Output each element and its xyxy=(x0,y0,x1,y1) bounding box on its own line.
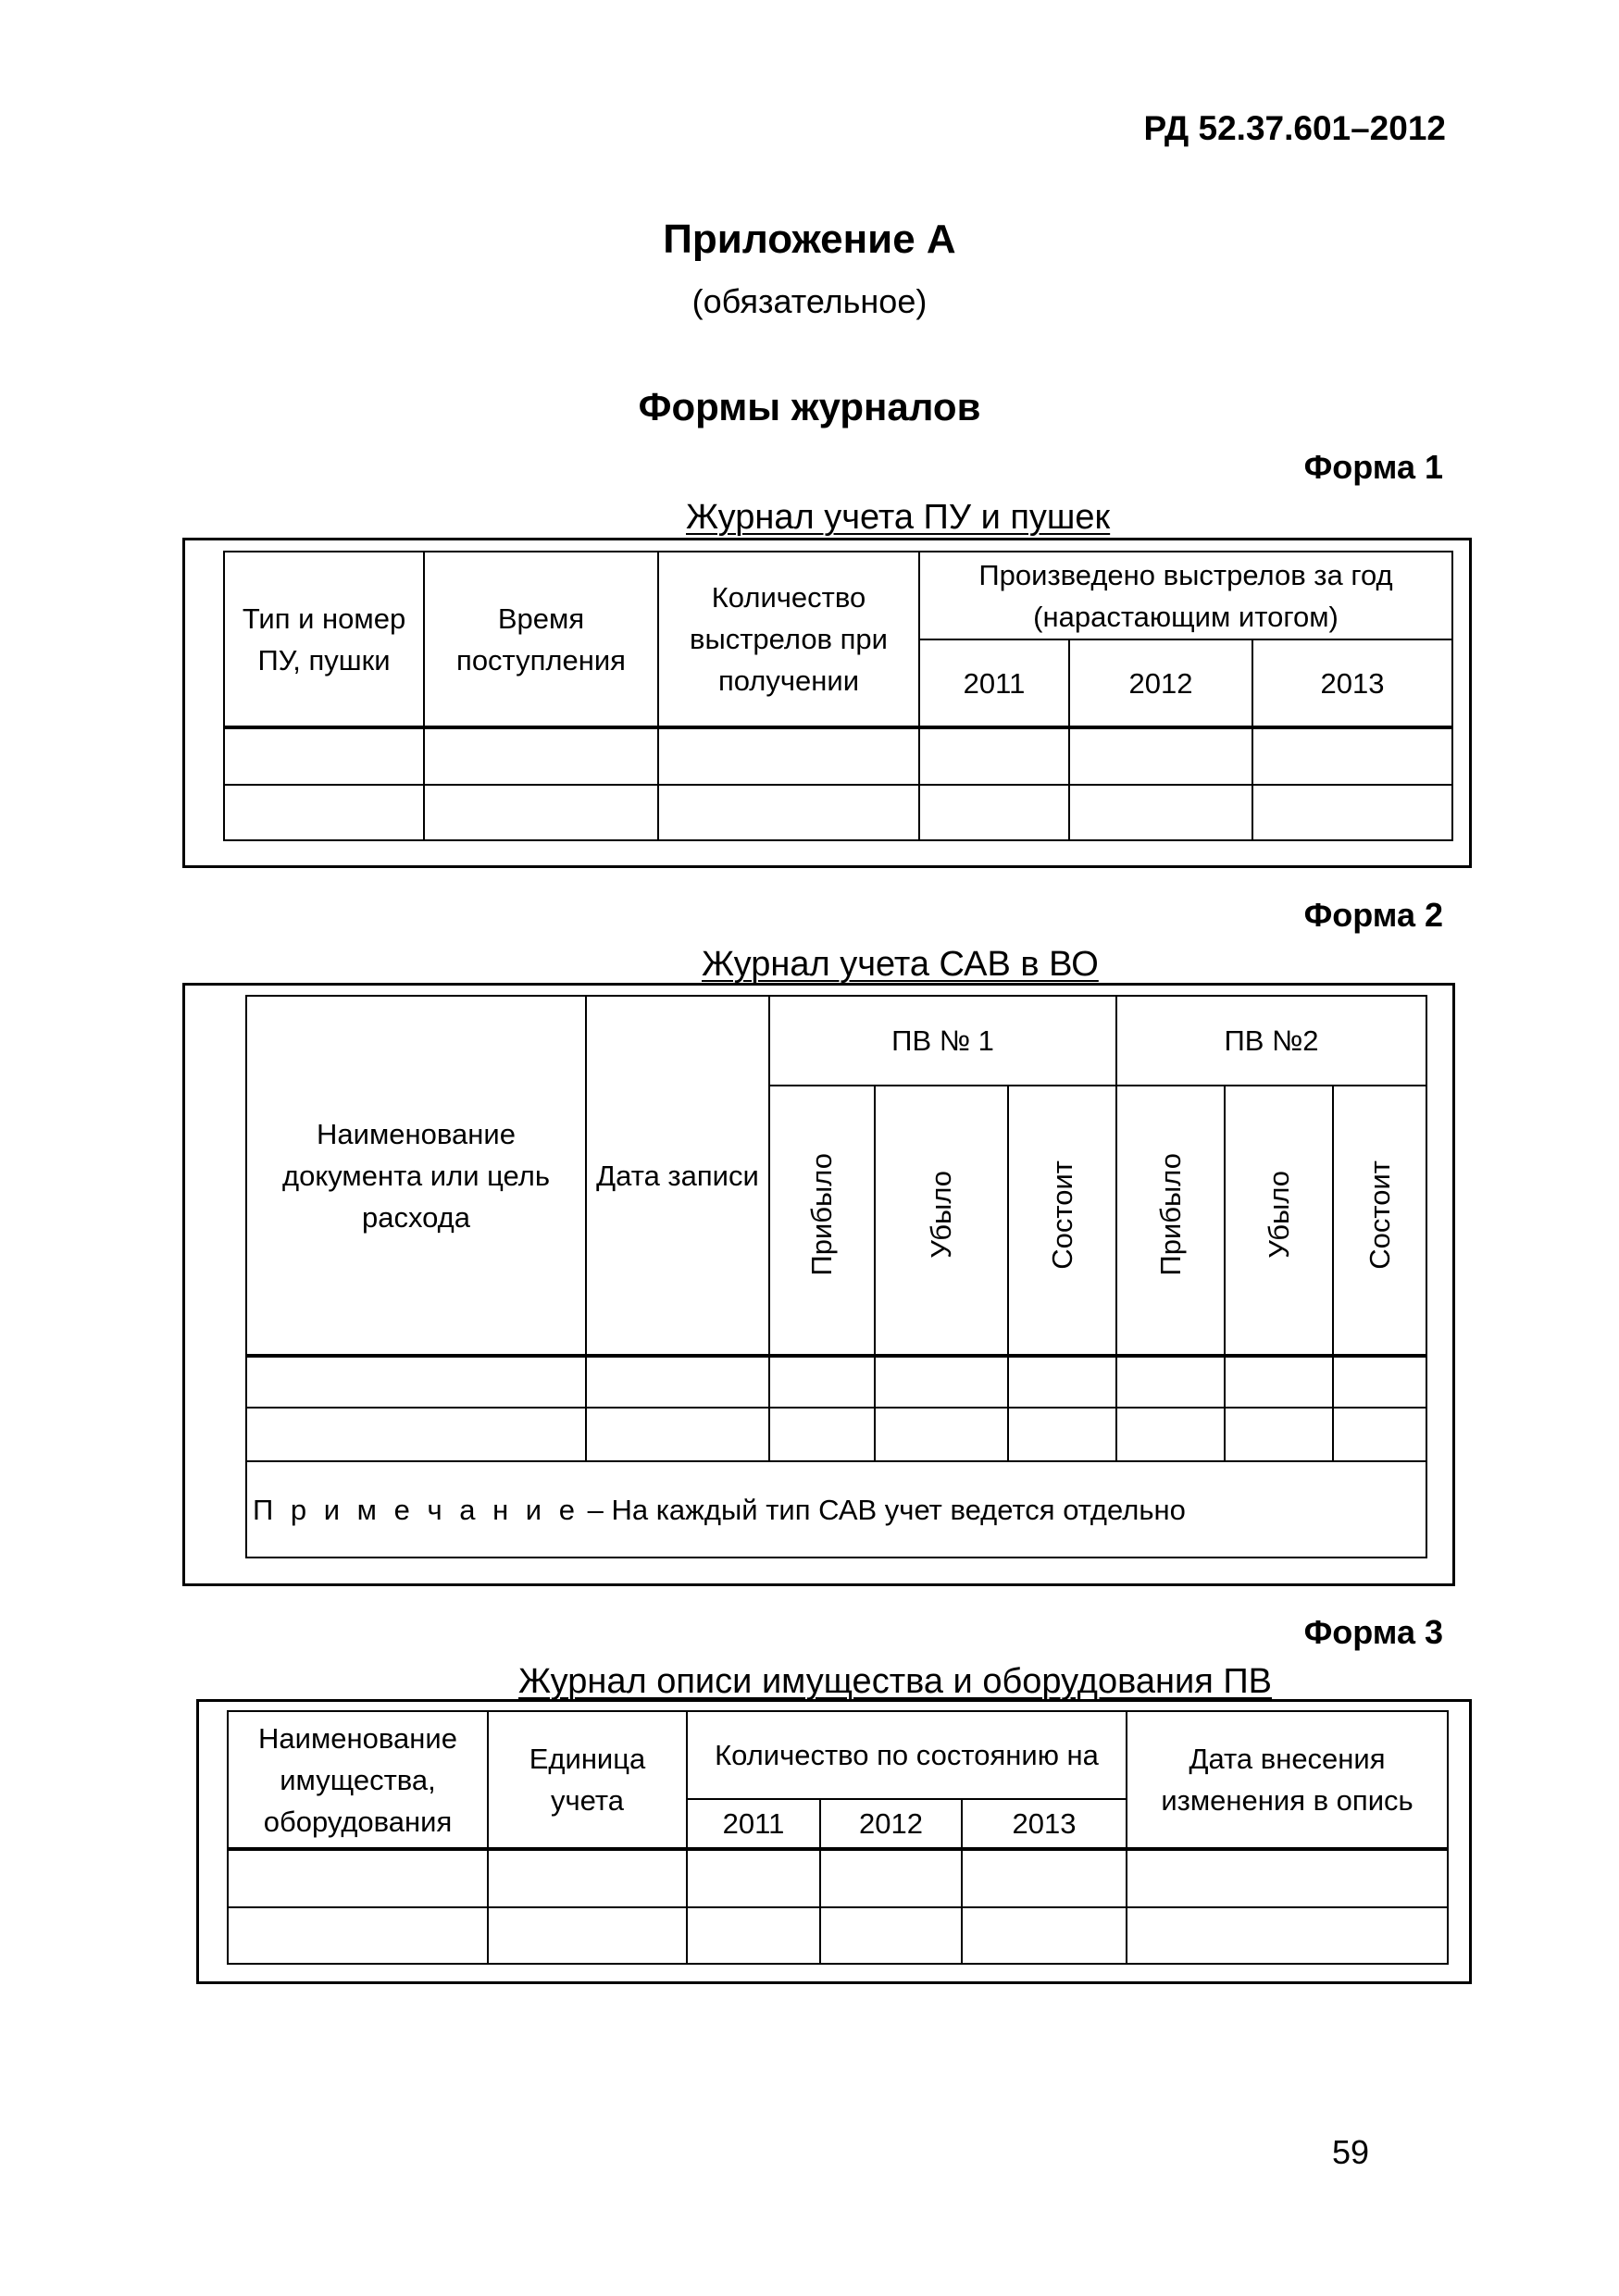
table-cell xyxy=(1252,785,1452,840)
balance-label: Состоит xyxy=(1363,1160,1396,1270)
table-cell xyxy=(586,1408,769,1461)
table-cell xyxy=(224,727,424,785)
form1-table xyxy=(223,551,1453,841)
form1-header-count: Количество выстрелов при получении xyxy=(658,552,919,727)
document-code: РД 52.37.601–2012 xyxy=(1143,109,1446,147)
table-cell xyxy=(919,727,1069,785)
table-row xyxy=(224,727,1452,785)
form1-label: Форма 1 xyxy=(1303,448,1443,486)
table-cell xyxy=(228,1907,488,1964)
form1-header-year: 2011 xyxy=(919,639,1069,727)
note-prefix: П р и м е ч а н и е xyxy=(253,1493,579,1526)
table-cell xyxy=(769,1356,875,1408)
table-cell xyxy=(1252,727,1452,785)
table-cell xyxy=(820,1849,962,1907)
table-cell xyxy=(488,1849,687,1907)
table-cell xyxy=(769,1408,875,1461)
form2-note xyxy=(246,1461,1426,1558)
table-cell xyxy=(228,1849,488,1907)
table-cell xyxy=(1116,1356,1225,1408)
form2-header-date: Дата записи xyxy=(586,996,769,1356)
form1-header-year: 2012 xyxy=(1069,639,1252,727)
form3-table xyxy=(227,1710,1449,1965)
form3-header-unit: Единица учета xyxy=(488,1711,687,1849)
departed-label: Убыло xyxy=(925,1171,957,1259)
table-cell xyxy=(1069,727,1252,785)
form3-header-qty: Количество по состоянию на xyxy=(687,1711,1127,1799)
table-cell xyxy=(424,785,658,840)
form1-header-year: 2013 xyxy=(1252,639,1452,727)
arrived-label: Прибыло xyxy=(805,1153,838,1276)
table-cell xyxy=(687,1849,820,1907)
form1-title: Журнал учета ПУ и пушек xyxy=(686,498,1111,537)
form2-subheader-departed xyxy=(875,1086,1008,1356)
form2-subheader-arrived xyxy=(769,1086,875,1356)
form2-subheader-balance xyxy=(1008,1086,1116,1356)
table-cell xyxy=(488,1907,687,1964)
form3-label: Форма 3 xyxy=(1303,1613,1443,1651)
form3-header-year: 2013 xyxy=(962,1799,1127,1849)
arrived-label: Прибыло xyxy=(1153,1153,1187,1276)
form2-header-pv1: ПВ № 1 xyxy=(769,996,1116,1086)
form3-header-year: 2011 xyxy=(687,1799,820,1849)
note-text: – На каждый тип САВ учет ведется отдельно xyxy=(579,1493,1186,1526)
form1-header-type: Тип и номер ПУ, пушки xyxy=(224,552,424,727)
table-cell xyxy=(919,785,1069,840)
table-cell xyxy=(1333,1408,1426,1461)
table-row xyxy=(228,1907,1448,1964)
table-cell xyxy=(424,727,658,785)
table-cell xyxy=(1116,1408,1225,1461)
form3-header-date: Дата внесения изменения в опись xyxy=(1127,1711,1448,1849)
form2-table xyxy=(245,995,1427,1558)
table-cell xyxy=(658,785,919,840)
table-cell xyxy=(820,1907,962,1964)
table-cell xyxy=(1127,1849,1448,1907)
form3-header-year: 2012 xyxy=(820,1799,962,1849)
table-cell xyxy=(687,1907,820,1964)
table-cell xyxy=(962,1907,1127,1964)
table-cell xyxy=(658,727,919,785)
form2-label: Форма 2 xyxy=(1303,896,1443,934)
table-row xyxy=(228,1849,1448,1907)
table-cell xyxy=(224,785,424,840)
form2-subheader-balance xyxy=(1333,1086,1426,1356)
table-cell xyxy=(1333,1356,1426,1408)
form2-title: Журнал учета САВ в ВО xyxy=(702,945,1099,984)
form3-title: Журнал описи имущества и оборудования ПВ xyxy=(518,1662,1273,1701)
form2-subheader-departed xyxy=(1225,1086,1333,1356)
table-cell xyxy=(875,1408,1008,1461)
table-row xyxy=(246,1408,1426,1461)
form2-header-name: Наименование документа или цель расхода xyxy=(246,996,586,1356)
appendix-subtitle: (обязательное) xyxy=(691,282,928,320)
table-cell xyxy=(962,1849,1127,1907)
table-cell xyxy=(586,1356,769,1408)
table-row xyxy=(246,1356,1426,1408)
table-cell xyxy=(1225,1356,1333,1408)
balance-label: Состоит xyxy=(1045,1160,1078,1270)
form2-subheader-arrived xyxy=(1116,1086,1225,1356)
form1-header-produced: Произведено выстрелов за год (нарастающим итогом) xyxy=(919,552,1452,639)
appendix-title: Приложение А xyxy=(663,217,956,262)
table-cell xyxy=(246,1356,586,1408)
table-cell xyxy=(1069,785,1252,840)
table-cell xyxy=(875,1356,1008,1408)
table-cell xyxy=(1225,1408,1333,1461)
form2-header-pv2: ПВ №2 xyxy=(1116,996,1426,1086)
table-cell xyxy=(1127,1907,1448,1964)
page-number: 59 xyxy=(1331,2133,1369,2171)
form3-header-name: Наименование имущества, оборудования xyxy=(228,1711,488,1849)
table-cell xyxy=(1008,1356,1116,1408)
table-cell xyxy=(246,1408,586,1461)
form1-header-time: Время поступления xyxy=(424,552,658,727)
table-row xyxy=(224,785,1452,840)
departed-label: Убыло xyxy=(1262,1171,1295,1259)
table-cell xyxy=(1008,1408,1116,1461)
section-title: Формы журналов xyxy=(638,385,981,428)
